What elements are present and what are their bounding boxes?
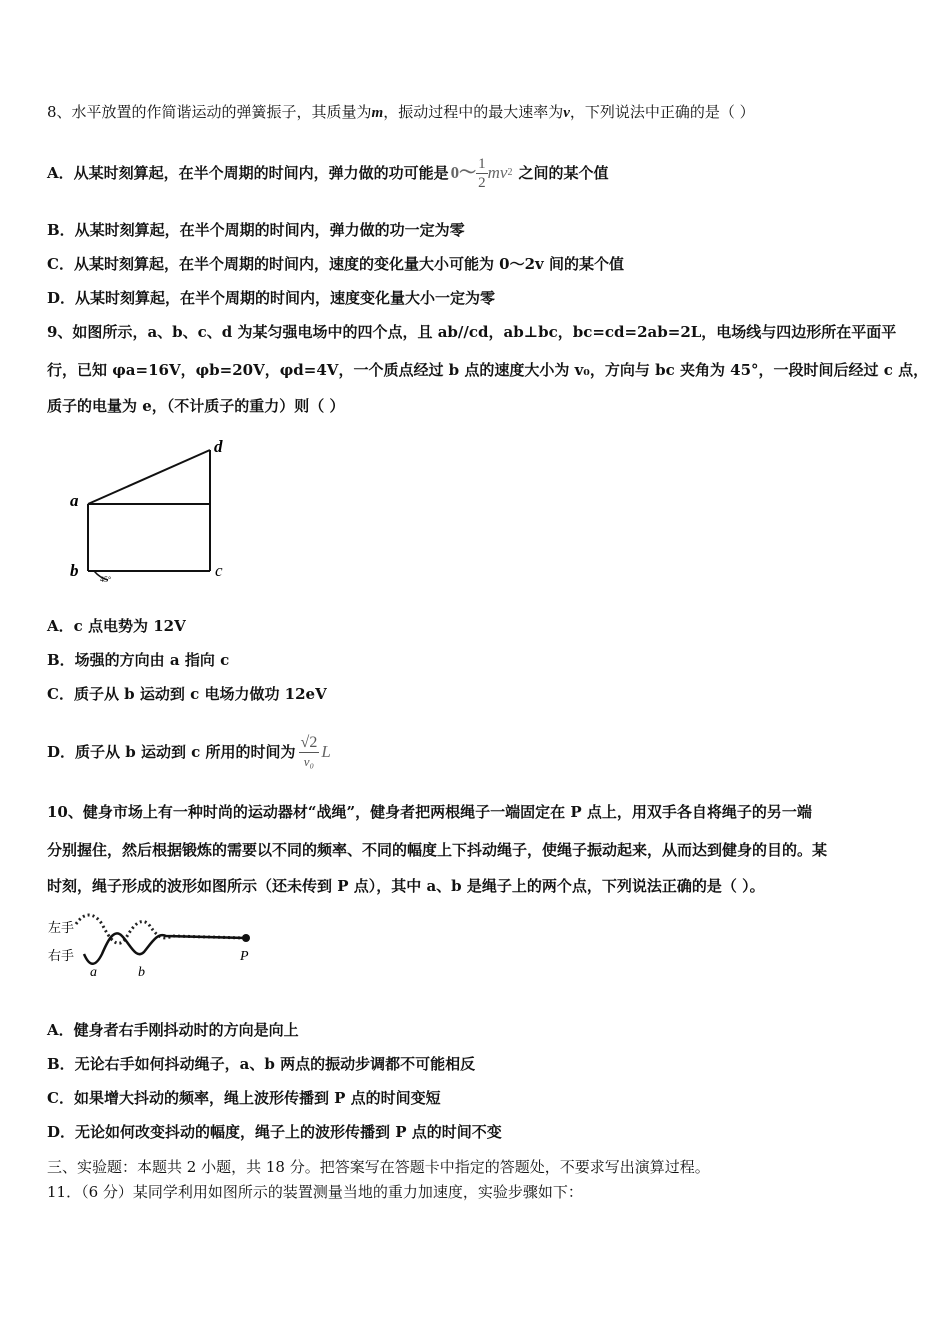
q8-option-b: B．从某时刻算起，在半个周期的时间内，弹力做的功一定为零	[47, 221, 465, 239]
q8-option-a-superscript: 2	[507, 167, 513, 178]
q8-option-a-math-right: mv	[487, 163, 508, 182]
q9-option-d-fraction	[299, 734, 320, 771]
q8-option-a-text: A．从某时刻算起，在半个周期的时间内，弹力做的功可能是	[47, 164, 449, 182]
section3-heading: 三、实验题：本题共 2 小题，共 18 分。把答案写在答题卡中指定的答题处，不要求写出演算过程。	[47, 1158, 710, 1176]
q9-option-d-L: L	[321, 742, 331, 761]
q9-line-ad	[88, 450, 210, 504]
q10-label-b: b	[138, 965, 145, 980]
q9-label-b: b	[70, 561, 79, 580]
q8-option-a-text-end: 之间的某个值	[518, 164, 609, 182]
q9-option-c: C．质子从 b 运动到 c 电场力做功 12eV	[47, 685, 327, 703]
q9-label-d: d	[214, 437, 223, 456]
q9-label-a: a	[70, 491, 79, 510]
q8-velocity-symbol: v	[563, 105, 570, 121]
q8-option-a	[47, 153, 609, 193]
q9-label-c: c	[215, 561, 223, 580]
q10-option-c: C．如果增大抖动的频率，绳上波形传播到 P 点的时间变短	[47, 1089, 441, 1107]
q10-option-b: B．无论右手如何抖动绳子，a、b 两点的振动步调都不可能相反	[47, 1055, 476, 1073]
q8-mass-symbol: m	[371, 105, 384, 121]
q9-option-b: B．场强的方向由 a 指向 c	[47, 651, 230, 669]
q10-left-rope-dotted	[76, 915, 246, 943]
q8-stem-part3: ，下列说法中正确的是（ ）	[569, 103, 755, 121]
q9-figure	[60, 432, 240, 592]
q9-stem-line1: 9、如图所示，a、b、c、d 为某匀强电场中的四个点，且 ab//cd，ab⊥bc，bc=cd=2ab=2L，电场线与四边形所在平面平	[47, 323, 897, 341]
q10-label-right-hand: 右手	[48, 948, 75, 963]
q10-label-a: a	[90, 965, 97, 980]
q10-stem-line3: 时刻，绳子形成的波形如图所示（还未传到 P 点），其中 a、b 是绳子上的两个点，下列说法正确的是（ ）。	[47, 877, 765, 895]
q10-label-left-hand: 左手	[48, 920, 75, 935]
q9-stem-line3: 质子的电量为 e，（不计质子的重力）则（ ）	[47, 397, 345, 415]
q8-fraction-numerator: 1	[478, 155, 486, 172]
q8-stem	[47, 102, 755, 123]
q8-option-a-fraction	[476, 155, 488, 192]
q9-stem-line2: 行，已知 φa=16V，φb=20V，φd=4V，一个质点经过 b 点的速度大小为 v₀，方向与 bc 夹角为 45°，一段时间后经过 c 点，	[47, 361, 929, 379]
q10-point-P	[242, 934, 250, 942]
q10-option-a: A．健身者右手刚抖动时的方向是向上	[47, 1021, 299, 1039]
q8-option-c: C．从某时刻算起，在半个周期的时间内，速度的变化量大小可能为 0～2v 间的某个值	[47, 255, 624, 273]
q9-fraction-numerator: √2	[300, 733, 318, 751]
q10-option-d: D．无论如何改变抖动的幅度，绳子上的波形传播到 P 点的时间不变	[47, 1123, 502, 1141]
q10-stem-line1: 10、健身市场上有一种时尚的运动器材“战绳”，健身者把两根绳子一端固定在 P 点上，用双手各自将绳子的另一端	[47, 803, 812, 821]
q11-stem: 11．（6 分）某同学利用如图所示的装置测量当地的重力加速度，实验步骤如下：	[47, 1183, 583, 1201]
q8-option-a-math-left: 0～	[450, 163, 477, 182]
q8-stem-part2: ，振动过程中的最大速率为	[383, 103, 564, 121]
q9-option-d-text: D．质子从 b 运动到 c 所用的时间为	[47, 743, 296, 761]
q8-fraction-denominator: 2	[478, 174, 486, 191]
q10-figure	[46, 910, 266, 982]
q9-option-a: A．c 点电势为 12V	[47, 617, 186, 635]
q9-fraction-denominator: v₀	[303, 753, 315, 769]
q10-label-P: P	[240, 949, 249, 964]
q8-stem-part1: 8、水平放置的作简谐运动的弹簧振子，其质量为	[47, 103, 372, 121]
q9-angle-label: 45°	[100, 575, 112, 584]
q9-option-d	[47, 724, 331, 780]
q10-stem-line2: 分别握住，然后根据锻炼的需要以不同的频率、不同的幅度上下抖动绳子，使绳子振动起来，从而达到健身的目的。某	[47, 841, 828, 859]
q8-option-d: D．从某时刻算起，在半个周期的时间内，速度变化量大小一定为零	[47, 289, 496, 307]
